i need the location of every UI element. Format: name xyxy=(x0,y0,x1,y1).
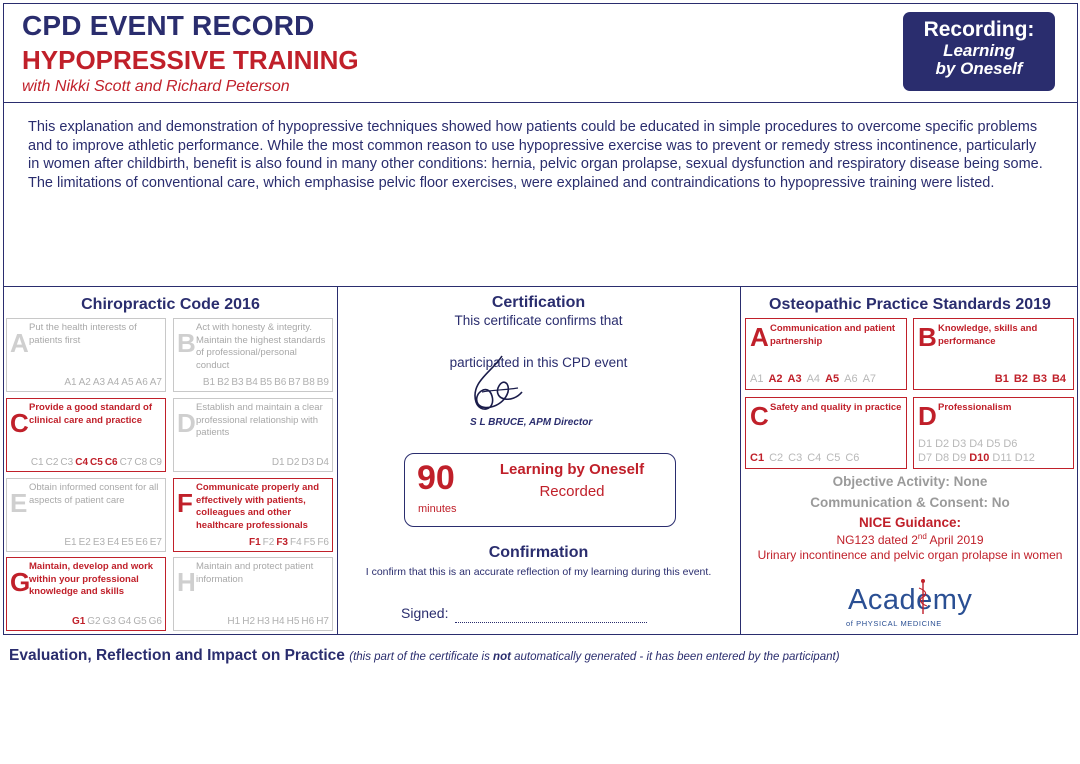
standard-code-list xyxy=(918,452,1038,464)
header xyxy=(22,10,359,96)
osteopathic-title: Osteopathic Practice Standards 2019 xyxy=(769,296,1051,313)
logo-tagline: of PHYSICAL MEDICINE xyxy=(846,619,942,628)
standard-code-item: A7 xyxy=(862,373,877,385)
code-letter: C xyxy=(10,408,29,438)
code-item: B2 xyxy=(217,377,230,388)
standard-code-item: D5 xyxy=(986,438,1001,450)
director-signature xyxy=(462,352,532,420)
standard-code-item: B3 xyxy=(1032,373,1047,385)
standard-description: Professionalism xyxy=(938,402,1012,413)
code-description: Act with honesty & integrity. Maintain the highest standards of professional/personal conduct xyxy=(196,322,326,371)
recording-line2: by Oneself xyxy=(935,59,1023,78)
code-item: F3 xyxy=(276,537,288,548)
standard-code-item: A6 xyxy=(844,373,858,385)
caduceus-icon xyxy=(916,578,930,616)
standard-code-item: D4 xyxy=(969,438,984,450)
osteopathic-box-d xyxy=(913,397,1074,469)
code-item: G4 xyxy=(117,616,132,627)
confirmation-title: Confirmation xyxy=(488,544,589,561)
code-item: H4 xyxy=(271,616,285,627)
code-item: B8 xyxy=(302,377,315,388)
code-description: Communicate properly and effectively with patients, colleagues and other healthcare professionals xyxy=(196,482,319,531)
code-item: A6 xyxy=(135,377,148,388)
code-description: Maintain and protect patient information xyxy=(196,561,314,585)
code-letter: H xyxy=(177,567,196,597)
code-description: Establish and maintain a clear professional relationship with patients xyxy=(196,402,323,438)
evaluation-heading xyxy=(9,647,840,665)
evaluation-note-prefix: (this part of the certificate is xyxy=(349,651,494,663)
code-item: B3 xyxy=(231,377,244,388)
chiropractic-box-b xyxy=(173,318,333,392)
minutes-value: 90 xyxy=(417,459,455,497)
code-item: H1 xyxy=(227,616,241,627)
standard-code-item: B1 xyxy=(994,373,1009,385)
standard-code-item: C5 xyxy=(826,452,841,464)
standard-code-item: A5 xyxy=(825,373,840,385)
evaluation-note-suffix: automatically generated - it has been entered by the participant) xyxy=(510,651,840,663)
code-item: C6 xyxy=(104,457,118,468)
code-item: A5 xyxy=(121,377,134,388)
code-list xyxy=(177,616,329,627)
code-description: Maintain, develop and work within your professional knowledge and skills xyxy=(29,561,154,597)
nice-topic: Urinary incontinence and pelvic organ prolapse in women xyxy=(757,548,1063,562)
code-item: E1 xyxy=(64,537,77,548)
standard-code-item: A1 xyxy=(750,373,764,385)
standard-code-item: C2 xyxy=(769,452,784,464)
code-item: G1 xyxy=(71,616,86,627)
code-letter: F xyxy=(177,488,193,518)
event-description xyxy=(28,118,1050,192)
standard-code-item: D1 xyxy=(918,438,933,450)
standard-code-item: A2 xyxy=(768,373,783,385)
standard-code-item: C6 xyxy=(845,452,860,464)
code-item: A3 xyxy=(92,377,106,388)
standard-code-item: D10 xyxy=(969,452,990,464)
standard-code-item: D6 xyxy=(1003,438,1018,450)
learning-status: Recorded xyxy=(539,483,605,500)
standard-code-item: D3 xyxy=(952,438,967,450)
standard-description: Communication and patient partnership xyxy=(770,323,896,347)
code-item: D3 xyxy=(301,457,315,468)
header-divider xyxy=(3,102,1078,103)
code-item: C1 xyxy=(30,457,44,468)
cpd-minutes-box xyxy=(404,453,676,527)
code-item: A7 xyxy=(149,377,162,388)
standard-code-item: D11 xyxy=(992,452,1012,464)
standard-code-item: C3 xyxy=(788,452,803,464)
code-item: C2 xyxy=(45,457,59,468)
chiropractic-box-a xyxy=(6,318,166,392)
code-item: E6 xyxy=(135,537,148,548)
signed-label: Signed: xyxy=(401,605,449,621)
academy-logo xyxy=(842,582,1002,632)
code-letter: D xyxy=(177,408,196,438)
nice-reference-prefix: NG123 dated 2 xyxy=(836,533,918,547)
signatory-name: S L BRUCE, APM Director xyxy=(470,417,593,428)
evaluation-note xyxy=(349,651,839,663)
standard-code-list xyxy=(995,373,1071,385)
code-item: C8 xyxy=(134,457,148,468)
code-list xyxy=(177,377,329,388)
code-item: F6 xyxy=(317,537,329,548)
minutes-unit: minutes xyxy=(418,503,457,515)
standard-code-item: A4 xyxy=(806,373,821,385)
code-list xyxy=(177,457,329,468)
code-list xyxy=(10,377,162,388)
standard-code-list xyxy=(918,438,1020,450)
certification-title: Certification xyxy=(491,294,586,311)
nice-reference-suffix: April 2019 xyxy=(926,533,984,547)
recording-line1: Learning xyxy=(943,41,1015,60)
standard-code-item: A3 xyxy=(787,373,802,385)
code-item: H6 xyxy=(301,616,315,627)
standard-letter: D xyxy=(918,401,937,431)
chiropractic-box-d xyxy=(173,398,333,472)
logo-name: Academy xyxy=(848,584,973,616)
standard-code-item: D2 xyxy=(935,438,950,450)
standard-code-list xyxy=(750,373,881,385)
code-item: B5 xyxy=(259,377,273,388)
standard-description: Knowledge, skills and performance xyxy=(938,323,1038,347)
code-list xyxy=(177,537,329,548)
code-item: E5 xyxy=(121,537,134,548)
certification-confirms: This certificate confirms that xyxy=(454,313,623,328)
evaluation-title: Evaluation, Reflection and Impact on Practice xyxy=(9,647,345,664)
code-letter: E xyxy=(10,488,28,518)
standard-code-item: B2 xyxy=(1013,373,1028,385)
section-divider xyxy=(3,286,1078,287)
osteopathic-box-a xyxy=(745,318,907,390)
signature-line[interactable] xyxy=(455,622,647,623)
presenters: with Nikki Scott and Richard Peterson xyxy=(22,78,290,95)
chiropractic-box-c xyxy=(6,398,166,472)
code-item: E3 xyxy=(92,537,106,548)
code-item: E2 xyxy=(78,537,91,548)
code-item: G3 xyxy=(102,616,116,627)
code-item: H5 xyxy=(286,616,300,627)
code-item: B6 xyxy=(274,377,287,388)
description-paragraph: This explanation and demonstration of hypopressive techniques showed how patients could be educated in simple procedures to overcome specific problems and to improve athletic performance. While the most common reason to use hypopressive exercise was to prevent or remedy stress incontinence, particularly in women after childbirth, benefit is also found in many other conditions: hernia, pelvic organ prolapse, sexual dysfunction and respiratory disease being some. xyxy=(28,119,1043,172)
code-list xyxy=(10,537,162,548)
objective-activity: Objective Activity: None xyxy=(832,474,988,489)
nice-guidance-title: NICE Guidance: xyxy=(858,515,961,530)
page-title: CPD EVENT RECORD xyxy=(22,10,315,41)
chiropractic-box-f xyxy=(173,478,333,552)
standard-code-item: C1 xyxy=(750,452,765,464)
learning-type: Learning by Oneself xyxy=(499,461,645,478)
confirmation-text: I confirm that this is an accurate reflection of my learning during this event. xyxy=(365,566,712,578)
recording-badge xyxy=(903,12,1055,91)
column-divider xyxy=(740,287,741,635)
standard-code-item: D12 xyxy=(1014,452,1035,464)
standard-code-item: D9 xyxy=(952,452,967,464)
code-item: D2 xyxy=(286,457,300,468)
code-item: H7 xyxy=(316,616,329,627)
code-item: C3 xyxy=(60,457,74,468)
certification-participated: participated in this CPD event xyxy=(449,355,628,370)
event-subtitle: HYPOPRESSIVE TRAINING xyxy=(22,45,359,75)
chiropractic-box-g xyxy=(6,557,166,631)
code-item: H2 xyxy=(242,616,256,627)
code-item: C4 xyxy=(75,457,89,468)
standard-letter: A xyxy=(750,322,769,352)
code-item: B4 xyxy=(245,377,258,388)
code-letter: B xyxy=(177,328,196,358)
code-item: A1 xyxy=(64,377,77,388)
code-letter: G xyxy=(10,567,31,597)
code-item: F2 xyxy=(262,537,275,548)
code-item: G2 xyxy=(87,616,101,627)
code-item: C7 xyxy=(119,457,133,468)
code-item: F4 xyxy=(289,537,302,548)
evaluation-note-bold: not xyxy=(493,651,511,663)
code-item: D1 xyxy=(271,457,285,468)
code-item: H3 xyxy=(257,616,270,627)
code-item: C5 xyxy=(90,457,103,468)
nice-reference-sup: nd xyxy=(917,532,927,541)
chiropractic-box-e xyxy=(6,478,166,552)
code-list xyxy=(10,616,162,627)
standard-code-item: C4 xyxy=(807,452,822,464)
code-list xyxy=(10,457,162,468)
code-item: F1 xyxy=(248,537,261,548)
recording-label: Recording: xyxy=(923,18,1035,41)
code-description: Provide a good standard of clinical care and practice xyxy=(29,402,152,426)
column-divider xyxy=(337,287,338,635)
code-item: E4 xyxy=(107,537,120,548)
standard-letter: C xyxy=(750,401,769,431)
code-description: Obtain informed consent for all aspects of patient care xyxy=(29,482,159,506)
chiropractic-title: Chiropractic Code 2016 xyxy=(81,296,260,313)
standard-description: Safety and quality in practice xyxy=(770,402,902,413)
standard-code-list xyxy=(750,452,864,464)
standard-letter: B xyxy=(918,322,937,352)
osteopathic-box-c xyxy=(745,397,907,469)
code-item: A2 xyxy=(78,377,91,388)
code-item: B7 xyxy=(288,377,301,388)
communication-consent: Communication & Consent: No xyxy=(810,495,1010,510)
code-item: E7 xyxy=(149,537,162,548)
description-paragraph: The limitations of conventional care, which emphasise pelvic floor exercises, were explained and contraindications to hypopressive training were listed. xyxy=(28,174,995,191)
code-item: B9 xyxy=(316,377,329,388)
standard-code-item: D8 xyxy=(935,452,950,464)
osteopathic-box-b xyxy=(913,318,1074,390)
chiropractic-box-h xyxy=(173,557,333,631)
code-item: G6 xyxy=(148,616,162,627)
code-description: Put the health interests of patients first xyxy=(29,322,137,346)
standard-code-item: D7 xyxy=(918,452,933,464)
code-item: C9 xyxy=(149,457,162,468)
code-item: G5 xyxy=(133,616,147,627)
code-item: B1 xyxy=(202,377,216,388)
standard-code-item: B4 xyxy=(1051,373,1066,385)
nice-reference xyxy=(742,532,1078,547)
code-letter: A xyxy=(10,328,29,358)
code-item: A4 xyxy=(107,377,120,388)
code-item: F5 xyxy=(303,537,316,548)
code-item: D4 xyxy=(316,457,329,468)
